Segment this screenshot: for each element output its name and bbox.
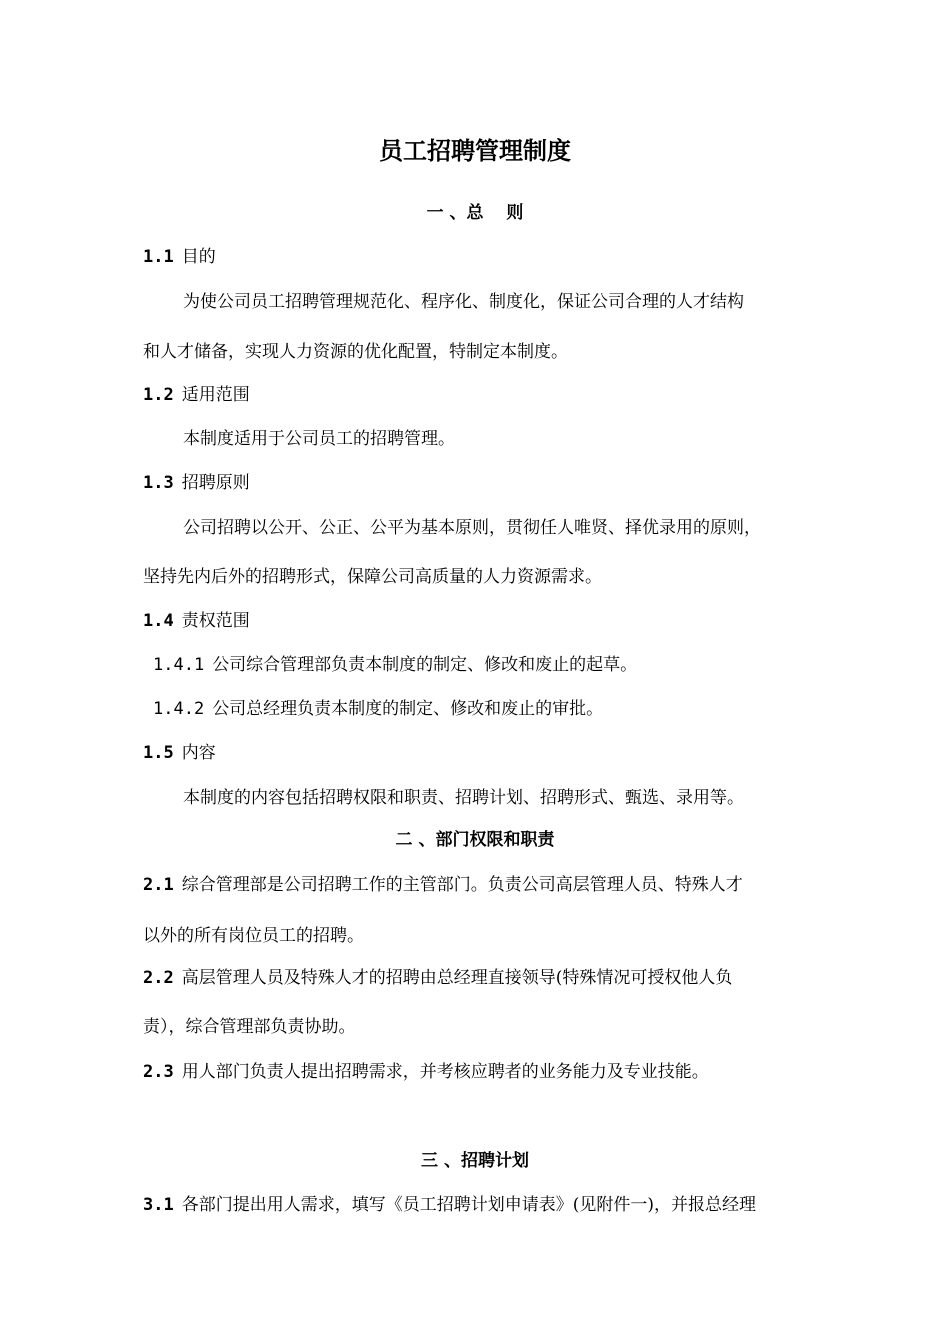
paragraph-line: 本制度的内容包括招聘权限和职责、招聘计划、招聘形式、甄选、录用等。: [183, 788, 744, 808]
clause-title: 目的: [181, 247, 216, 267]
clause-heading-1-4: [143, 610, 250, 632]
subclause-text: 公司总经理负责本制度的制定、修改和废止的审批。: [212, 699, 604, 719]
clause-text: 各部门提出用人需求，填写《员工招聘计划申请表》(见附件一)，并报总经理: [181, 1195, 756, 1215]
subclause-1-4-2: [153, 698, 603, 720]
clause-heading-1-2: [143, 384, 250, 406]
paragraph-line: 公司招聘以公开、公正、公平为基本原则，贯彻任人唯贤、择优录用的原则，: [183, 518, 761, 538]
clause-title: 招聘原则: [181, 473, 250, 493]
clause-2-3: [143, 1061, 709, 1083]
clause-2-2: [143, 967, 732, 989]
clause-number: 1.5: [143, 743, 174, 763]
clause-number: 2.3: [143, 1062, 174, 1082]
paragraph-line: 责），综合管理部负责协助。: [143, 1017, 356, 1037]
paragraph-line: 和人才储备，实现人力资源的优化配置，特制定本制度。: [143, 342, 568, 362]
subclause-number: 1.4.1: [153, 655, 205, 675]
subclause-number: 1.4.2: [153, 699, 205, 719]
clause-heading-1-5: [143, 742, 216, 764]
clause-title: 责权范围: [181, 611, 250, 631]
clause-number: 1.4: [143, 611, 174, 631]
paragraph-line: 坚持先内后外的招聘形式，保障公司高质量的人力资源需求。: [143, 567, 602, 587]
clause-heading-1-1: [143, 246, 216, 268]
clause-heading-1-3: [143, 472, 250, 494]
subclause-1-4-1: [153, 654, 637, 676]
clause-title: 内容: [181, 743, 216, 763]
clause-text: 高层管理人员及特殊人才的招聘由总经理直接领导(特殊情况可授权他人负: [181, 968, 733, 988]
clause-3-1: [143, 1194, 756, 1216]
paragraph-line: 本制度适用于公司员工的招聘管理。: [183, 429, 455, 449]
section-heading-recruitment-plan: 三 、招聘计划: [421, 1151, 529, 1171]
clause-text: 综合管理部是公司招聘工作的主管部门。负责公司高层管理人员、特殊人才: [181, 875, 743, 895]
clause-number: 1.2: [143, 385, 174, 405]
clause-number: 2.2: [143, 968, 174, 988]
clause-number: 3.1: [143, 1195, 174, 1215]
clause-text: 用人部门负责人提出招聘需求，并考核应聘者的业务能力及专业技能。: [181, 1062, 709, 1082]
document-title: 员工招聘管理制度: [379, 137, 571, 165]
clause-number: 2.1: [143, 875, 174, 895]
clause-number: 1.3: [143, 473, 174, 493]
section-heading-general: 一 、总 则: [426, 203, 524, 223]
clause-2-1: [143, 874, 743, 896]
paragraph-line: 为使公司员工招聘管理规范化、程序化、制度化，保证公司合理的人才结构: [183, 292, 744, 312]
clause-number: 1.1: [143, 247, 174, 267]
paragraph-line: 以外的所有岗位员工的招聘。: [143, 926, 364, 946]
clause-title: 适用范围: [181, 385, 250, 405]
subclause-text: 公司综合管理部负责本制度的制定、修改和废止的起草。: [212, 655, 638, 675]
section-heading-responsibilities: 二 、部门权限和职责: [395, 830, 555, 850]
